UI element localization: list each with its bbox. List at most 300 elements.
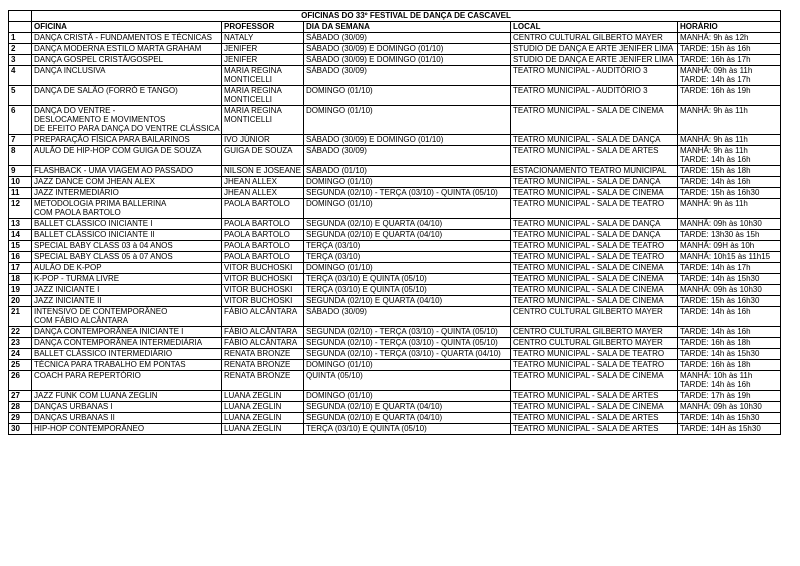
- table-row: [9, 296, 781, 307]
- professor-cell: [222, 33, 304, 44]
- horario-line: TARDE: 14h às 17h: [680, 263, 751, 272]
- dia-cell: SÁBADO (30/09): [304, 66, 511, 86]
- professor-line: LUANA ZEGLIN: [224, 424, 282, 433]
- table-row: [9, 135, 781, 146]
- oficina-cell: [32, 230, 222, 241]
- row-number: 17: [9, 263, 32, 274]
- table-row: [9, 146, 781, 166]
- horario-line: MANHÃ: 10h15 às 11h15: [680, 252, 771, 261]
- horario-line: TARDE: 14h às 15h30: [680, 274, 760, 283]
- horario-cell: [678, 371, 781, 391]
- table-row: [9, 274, 781, 285]
- dia-cell: TERÇA (03/10) E QUINTA (05/10): [304, 424, 511, 435]
- horario-line: TARDE: 16h às 18h: [680, 360, 751, 369]
- professor-cell: [222, 252, 304, 263]
- header-number-cell: [9, 22, 32, 33]
- professor-cell: [222, 413, 304, 424]
- oficina-cell: [32, 424, 222, 435]
- professor-line: PAOLA BARTOLO: [224, 230, 290, 239]
- row-number: 27: [9, 391, 32, 402]
- oficina-line: INTENSIVO DE CONTEMPORÂNEO: [34, 307, 168, 316]
- header-oficina: OFICINA: [32, 22, 222, 33]
- professor-cell: [222, 199, 304, 219]
- local-cell: TEATRO MUNICIPAL - SALA DE CINEMA: [511, 296, 678, 307]
- dia-cell: DOMINGO (01/10): [304, 360, 511, 371]
- professor-cell: [222, 86, 304, 106]
- row-number: 20: [9, 296, 32, 307]
- table-row: [9, 166, 781, 177]
- table-row: [9, 188, 781, 199]
- oficina-cell: [32, 402, 222, 413]
- horario-line: TARDE: 14h às 16h: [680, 177, 751, 186]
- dia-cell: SEGUNDA (02/10) - TERÇA (03/10) - QUINTA (05/10): [304, 338, 511, 349]
- row-number: 7: [9, 135, 32, 146]
- horario-cell: [678, 307, 781, 327]
- professor-cell: [222, 188, 304, 199]
- table-row: [9, 33, 781, 44]
- professor-line: MONTICELLI: [224, 75, 273, 84]
- oficina-line: DESLOCAMENTO E MOVIMENTOS: [34, 115, 166, 124]
- horario-line: TARDE: 16h às 17h: [680, 55, 751, 64]
- title-corner-cell: [9, 11, 32, 22]
- professor-line: JENIFER: [224, 55, 258, 64]
- oficina-cell: [32, 188, 222, 199]
- table-body: [9, 33, 781, 435]
- oficina-line: JAZZ INICIANTE I: [34, 285, 100, 294]
- local-cell: TEATRO MUNICIPAL - SALA DE ARTES: [511, 146, 678, 166]
- oficina-cell: [32, 166, 222, 177]
- dia-cell: SÁBADO (30/09): [304, 307, 511, 327]
- oficina-line: DANÇA GOSPEL CRISTÃ/GOSPEL: [34, 55, 164, 64]
- horario-cell: [678, 219, 781, 230]
- professor-line: IVO JÚNIOR: [224, 135, 270, 144]
- professor-line: JHEAN ALLEX: [224, 177, 277, 186]
- horario-line: MANHÃ: 09h às 10h30: [680, 285, 762, 294]
- local-cell: TEATRO MUNICIPAL - SALA DE ARTES: [511, 391, 678, 402]
- oficina-line: DANÇA DE SALÃO (FORRÓ E TANGO): [34, 86, 178, 95]
- header-row: [9, 22, 781, 33]
- horario-cell: [678, 66, 781, 86]
- oficina-line: SPECIAL BABY CLASS 05 à 07 ANOS: [34, 252, 173, 261]
- table-row: [9, 55, 781, 66]
- horario-cell: [678, 263, 781, 274]
- professor-line: MARIA REGINA: [224, 106, 282, 115]
- local-cell: TEATRO MUNICIPAL - SALA DE CINEMA: [511, 371, 678, 391]
- dia-cell: TERÇA (03/10): [304, 252, 511, 263]
- dia-cell: SEGUNDA (02/10) - TERÇA (03/10) - QUARTA (04/10): [304, 349, 511, 360]
- horario-line: TARDE: 15h às 18h: [680, 166, 751, 175]
- local-cell: TEATRO MUNICIPAL - SALA DE CINEMA: [511, 263, 678, 274]
- professor-line: RENATA BRONZE: [224, 349, 291, 358]
- row-number: 28: [9, 402, 32, 413]
- professor-cell: [222, 274, 304, 285]
- horario-line: MANHÃ: 9h às 11h: [680, 199, 748, 208]
- dia-cell: SÁBADO (30/09) E DOMINGO (01/10): [304, 135, 511, 146]
- oficina-cell: [32, 44, 222, 55]
- local-cell: TEATRO MUNICIPAL - SALA DE CINEMA: [511, 274, 678, 285]
- row-number: 6: [9, 106, 32, 135]
- professor-line: MARIA REGINA: [224, 86, 282, 95]
- oficina-cell: [32, 33, 222, 44]
- professor-line: JHEAN ALLEX: [224, 188, 277, 197]
- table-row: [9, 241, 781, 252]
- oficina-cell: [32, 274, 222, 285]
- table-row: [9, 44, 781, 55]
- table-row: [9, 177, 781, 188]
- horario-line: MANHÃ: 09h às 11h: [680, 66, 753, 75]
- oficina-cell: [32, 55, 222, 66]
- horario-line: TARDE: 15h às 16h30: [680, 296, 760, 305]
- local-cell: TEATRO MUNICIPAL - AUDITÓRIO 3: [511, 86, 678, 106]
- header-horario: HORÁRIO: [678, 22, 781, 33]
- schedule-sheet: [8, 10, 781, 435]
- professor-cell: [222, 66, 304, 86]
- horario-cell: [678, 402, 781, 413]
- oficina-cell: [32, 338, 222, 349]
- table-row: [9, 219, 781, 230]
- row-number: 24: [9, 349, 32, 360]
- professor-cell: [222, 296, 304, 307]
- row-number: 21: [9, 307, 32, 327]
- table-row: [9, 86, 781, 106]
- horario-cell: [678, 135, 781, 146]
- local-cell: CENTRO CULTURAL GILBERTO MAYER: [511, 338, 678, 349]
- horario-line: TARDE: 14h às 16h: [680, 155, 751, 164]
- horario-line: TARDE: 15h às 16h30: [680, 188, 760, 197]
- local-cell: STUDIO DE DANÇA E ARTE JENIFER LIMA: [511, 55, 678, 66]
- oficina-line: FLASHBACK - UMA VIAGEM AO PASSADO: [34, 166, 194, 175]
- table-row: [9, 360, 781, 371]
- oficina-line: COM FÁBIO ALCÂNTARA: [34, 316, 129, 325]
- dia-cell: SEGUNDA (02/10) - TERÇA (03/10) - QUINTA (05/10): [304, 188, 511, 199]
- professor-line: LUANA ZEGLIN: [224, 402, 282, 411]
- oficina-line: TÉCNICA PARA TRABALHO EM PONTAS: [34, 360, 186, 369]
- horario-cell: [678, 146, 781, 166]
- horario-line: MANHÃ: 9h às 12h: [680, 33, 749, 42]
- horario-line: TARDE: 14h às 15h30: [680, 349, 760, 358]
- professor-line: JENIFER: [224, 44, 258, 53]
- oficina-line: AULÃO DE HIP-HOP COM GUIGA DE SOUZA: [34, 146, 202, 155]
- table-row: [9, 349, 781, 360]
- table-row: [9, 327, 781, 338]
- oficina-line: BALLET CLÁSSICO INICIANTE I: [34, 219, 153, 228]
- local-cell: TEATRO MUNICIPAL - SALA DE TEATRO: [511, 349, 678, 360]
- oficina-line: DANÇA MODERNA ESTILO MARTA GRAHAM: [34, 44, 202, 53]
- oficina-line: PREPARAÇÃO FÍSICA PARA BAILARINOS: [34, 135, 190, 144]
- horario-line: TARDE: 17h às 19h: [680, 391, 751, 400]
- oficina-line: METODOLOGIA PRIMA BALLERINA: [34, 199, 167, 208]
- professor-line: VITOR BUCHOSKI: [224, 285, 293, 294]
- oficina-cell: [32, 263, 222, 274]
- table-row: [9, 307, 781, 327]
- professor-line: NILSON E JOSEANE: [224, 166, 301, 175]
- dia-cell: DOMINGO (01/10): [304, 199, 511, 219]
- horario-line: MANHÃ: 10h às 11h: [680, 371, 753, 380]
- row-number: 19: [9, 285, 32, 296]
- professor-line: RENATA BRONZE: [224, 360, 291, 369]
- row-number: 12: [9, 199, 32, 219]
- row-number: 16: [9, 252, 32, 263]
- professor-cell: [222, 44, 304, 55]
- oficina-cell: [32, 307, 222, 327]
- professor-line: PAOLA BARTOLO: [224, 252, 290, 261]
- oficina-cell: [32, 106, 222, 135]
- horario-cell: [678, 199, 781, 219]
- row-number: 14: [9, 230, 32, 241]
- professor-line: FÁBIO ALCÂNTARA: [224, 327, 298, 336]
- dia-cell: TERÇA (03/10) E QUINTA (05/10): [304, 285, 511, 296]
- horario-cell: [678, 177, 781, 188]
- professor-cell: [222, 424, 304, 435]
- local-cell: TEATRO MUNICIPAL - SALA DE ARTES: [511, 424, 678, 435]
- professor-cell: [222, 106, 304, 135]
- local-cell: TEATRO MUNICIPAL - AUDITÓRIO 3: [511, 66, 678, 86]
- professor-line: LUANA ZEGLIN: [224, 413, 282, 422]
- local-cell: TEATRO MUNICIPAL - SALA DE ARTES: [511, 413, 678, 424]
- horario-cell: [678, 349, 781, 360]
- row-number: 18: [9, 274, 32, 285]
- table-row: [9, 285, 781, 296]
- horario-line: MANHÃ: 09H às 10h: [680, 241, 755, 250]
- table-row: [9, 371, 781, 391]
- horario-line: MANHÃ: 9h às 11h: [680, 146, 748, 155]
- horario-cell: [678, 327, 781, 338]
- table-title: OFICINAS DO 33º FESTIVAL DE DANÇA DE CASCAVEL: [32, 11, 781, 22]
- professor-cell: [222, 371, 304, 391]
- oficina-cell: [32, 241, 222, 252]
- horario-line: TARDE: 16h às 18h: [680, 338, 751, 347]
- oficina-cell: [32, 66, 222, 86]
- oficina-line: DANÇAS URBANAS II: [34, 413, 115, 422]
- horario-line: TARDE: 14H às 15h30: [680, 424, 761, 433]
- dia-cell: SEGUNDA (02/10) E QUARTA (04/10): [304, 402, 511, 413]
- oficina-line: JAZZ INTERMEDIÁRIO: [34, 188, 119, 197]
- dia-cell: DOMINGO (01/10): [304, 177, 511, 188]
- horario-cell: [678, 338, 781, 349]
- oficina-line: DANÇA CONTEMPORÂNEA INTERMEDIÁRIA: [34, 338, 203, 347]
- professor-cell: [222, 166, 304, 177]
- professor-line: MONTICELLI: [224, 115, 273, 124]
- dia-cell: SEGUNDA (02/10) - TERÇA (03/10) - QUINTA (05/10): [304, 327, 511, 338]
- oficina-cell: [32, 371, 222, 391]
- row-number: 13: [9, 219, 32, 230]
- oficina-cell: [32, 360, 222, 371]
- oficina-cell: [32, 285, 222, 296]
- horario-cell: [678, 241, 781, 252]
- row-number: 10: [9, 177, 32, 188]
- horario-cell: [678, 296, 781, 307]
- title-row: [9, 11, 781, 22]
- table-row: [9, 424, 781, 435]
- oficina-line: DE EFEITO PARA DANÇA DO VENTRE CLÁSSICA: [34, 124, 220, 133]
- horario-cell: [678, 230, 781, 241]
- table-row: [9, 199, 781, 219]
- professor-line: MONTICELLI: [224, 95, 273, 104]
- horario-line: TARDE: 14h às 15h30: [680, 413, 760, 422]
- oficina-cell: [32, 296, 222, 307]
- row-number: 8: [9, 146, 32, 166]
- dia-cell: SÁBADO (01/10): [304, 166, 511, 177]
- horario-line: TARDE: 13h30 às 15h: [680, 230, 760, 239]
- table-row: [9, 413, 781, 424]
- professor-line: FÁBIO ALCÂNTARA: [224, 338, 298, 347]
- dia-cell: DOMINGO (01/10): [304, 263, 511, 274]
- local-cell: TEATRO MUNICIPAL - SALA DE TEATRO: [511, 241, 678, 252]
- horario-line: TARDE: 15h às 16h: [680, 44, 751, 53]
- professor-cell: [222, 135, 304, 146]
- professor-cell: [222, 307, 304, 327]
- oficina-cell: [32, 135, 222, 146]
- horario-line: TARDE: 14h às 17h: [680, 75, 751, 84]
- professor-cell: [222, 349, 304, 360]
- oficina-line: AULÃO DE K-POP: [34, 263, 102, 272]
- row-number: 1: [9, 33, 32, 44]
- professor-cell: [222, 338, 304, 349]
- dia-cell: SÁBADO (30/09) E DOMINGO (01/10): [304, 55, 511, 66]
- oficina-line: K-POP - TURMA LIVRE: [34, 274, 120, 283]
- professor-cell: [222, 327, 304, 338]
- header-local: LOCAL: [511, 22, 678, 33]
- professor-cell: [222, 285, 304, 296]
- oficina-cell: [32, 327, 222, 338]
- local-cell: TEATRO MUNICIPAL - SALA DE DANÇA: [511, 230, 678, 241]
- oficina-cell: [32, 219, 222, 230]
- table-row: [9, 252, 781, 263]
- horario-cell: [678, 106, 781, 135]
- workshop-table: [8, 10, 781, 435]
- row-number: 25: [9, 360, 32, 371]
- table-row: [9, 66, 781, 86]
- horario-line: MANHÃ: 9h às 11h: [680, 135, 748, 144]
- local-cell: TEATRO MUNICIPAL - SALA DE TEATRO: [511, 199, 678, 219]
- local-cell: TEATRO MUNICIPAL - SALA DE DANÇA: [511, 177, 678, 188]
- professor-line: RENATA BRONZE: [224, 371, 291, 380]
- local-cell: TEATRO MUNICIPAL - SALA DE CINEMA: [511, 188, 678, 199]
- dia-cell: DOMINGO (01/10): [304, 106, 511, 135]
- dia-cell: SÁBADO (30/09) E DOMINGO (01/10): [304, 44, 511, 55]
- horario-cell: [678, 44, 781, 55]
- local-cell: TEATRO MUNICIPAL - SALA DE TEATRO: [511, 252, 678, 263]
- oficina-cell: [32, 252, 222, 263]
- table-row: [9, 338, 781, 349]
- professor-line: VITOR BUCHOSKI: [224, 296, 293, 305]
- table-row: [9, 391, 781, 402]
- horario-cell: [678, 360, 781, 371]
- oficina-line: JAZZ DANCE COM JHEAN ALEX: [34, 177, 155, 186]
- row-number: 9: [9, 166, 32, 177]
- row-number: 5: [9, 86, 32, 106]
- header-dia: DIA DA SEMANA: [304, 22, 511, 33]
- dia-cell: SÁBADO (30/09): [304, 146, 511, 166]
- local-cell: CENTRO CULTURAL GILBERTO MAYER: [511, 33, 678, 44]
- local-cell: ESTACIONAMENTO TEATRO MUNICIPAL: [511, 166, 678, 177]
- row-number: 22: [9, 327, 32, 338]
- horario-cell: [678, 33, 781, 44]
- professor-cell: [222, 241, 304, 252]
- horario-cell: [678, 413, 781, 424]
- dia-cell: TERÇA (03/10): [304, 241, 511, 252]
- row-number: 26: [9, 371, 32, 391]
- table-row: [9, 230, 781, 241]
- oficina-cell: [32, 146, 222, 166]
- horario-cell: [678, 274, 781, 285]
- dia-cell: SEGUNDA (02/10) E QUARTA (04/10): [304, 219, 511, 230]
- horario-cell: [678, 391, 781, 402]
- row-number: 11: [9, 188, 32, 199]
- row-number: 30: [9, 424, 32, 435]
- professor-line: VITOR BUCHOSKI: [224, 263, 293, 272]
- professor-cell: [222, 402, 304, 413]
- horario-cell: [678, 86, 781, 106]
- horario-cell: [678, 285, 781, 296]
- horario-line: TARDE: 16h às 19h: [680, 86, 751, 95]
- oficina-line: COM PAOLA BARTOLO: [34, 208, 121, 217]
- local-cell: TEATRO MUNICIPAL - SALA DE CINEMA: [511, 106, 678, 135]
- horario-cell: [678, 166, 781, 177]
- horario-line: MANHÃ: 09h às 10h30: [680, 402, 762, 411]
- oficina-cell: [32, 349, 222, 360]
- row-number: 2: [9, 44, 32, 55]
- professor-cell: [222, 391, 304, 402]
- local-cell: TEATRO MUNICIPAL - SALA DE DANÇA: [511, 219, 678, 230]
- professor-cell: [222, 360, 304, 371]
- horario-line: MANHÃ: 9h às 11h: [680, 106, 748, 115]
- dia-cell: QUINTA (05/10): [304, 371, 511, 391]
- professor-line: PAOLA BARTOLO: [224, 199, 290, 208]
- oficina-cell: [32, 413, 222, 424]
- professor-cell: [222, 263, 304, 274]
- professor-line: MARIA REGINA: [224, 66, 282, 75]
- local-cell: TEATRO MUNICIPAL - SALA DE DANÇA: [511, 135, 678, 146]
- horario-line: TARDE: 14h às 16h: [680, 380, 751, 389]
- oficina-line: SPECIAL BABY CLASS 03 à 04 ANOS: [34, 241, 173, 250]
- header-professor: PROFESSOR: [222, 22, 304, 33]
- oficina-line: BALLET CLÁSSICO INTERMEDIÁRIO: [34, 349, 173, 358]
- row-number: 29: [9, 413, 32, 424]
- table-row: [9, 263, 781, 274]
- oficina-line: JAZZ INICIANTE II: [34, 296, 102, 305]
- professor-line: LUANA ZEGLIN: [224, 391, 282, 400]
- horario-line: TARDE: 14h às 16h: [680, 307, 751, 316]
- professor-cell: [222, 219, 304, 230]
- professor-cell: [222, 230, 304, 241]
- oficina-cell: [32, 391, 222, 402]
- professor-line: PAOLA BARTOLO: [224, 241, 290, 250]
- horario-line: MANHÃ: 09h às 10h30: [680, 219, 762, 228]
- oficina-cell: [32, 199, 222, 219]
- oficina-line: HIP-HOP CONTEMPORÂNEO: [34, 424, 145, 433]
- local-cell: TEATRO MUNICIPAL - SALA DE CINEMA: [511, 285, 678, 296]
- professor-line: GUIGA DE SOUZA: [224, 146, 293, 155]
- professor-cell: [222, 177, 304, 188]
- local-cell: STUDIO DE DANÇA E ARTE JENIFER LIMA: [511, 44, 678, 55]
- oficina-line: DANÇA DO VENTRE -: [34, 106, 116, 115]
- dia-cell: TERÇA (03/10) E QUINTA (05/10): [304, 274, 511, 285]
- horario-line: TARDE: 14h às 16h: [680, 327, 751, 336]
- oficina-line: DANÇA CRISTÃ - FUNDAMENTOS E TÉCNICAS: [34, 33, 212, 42]
- horario-cell: [678, 188, 781, 199]
- row-number: 15: [9, 241, 32, 252]
- horario-cell: [678, 55, 781, 66]
- oficina-line: JAZZ FUNK COM LUANA ZEGLIN: [34, 391, 158, 400]
- oficina-line: DANÇA INCLUSIVA: [34, 66, 106, 75]
- row-number: 3: [9, 55, 32, 66]
- dia-cell: DOMINGO (01/10): [304, 391, 511, 402]
- oficina-line: BALLET CLÁSSICO INICIANTE II: [34, 230, 155, 239]
- local-cell: TEATRO MUNICIPAL - SALA DE CINEMA: [511, 402, 678, 413]
- oficina-line: DANÇA CONTEMPORÂNEA INICIANTE I: [34, 327, 184, 336]
- professor-cell: [222, 55, 304, 66]
